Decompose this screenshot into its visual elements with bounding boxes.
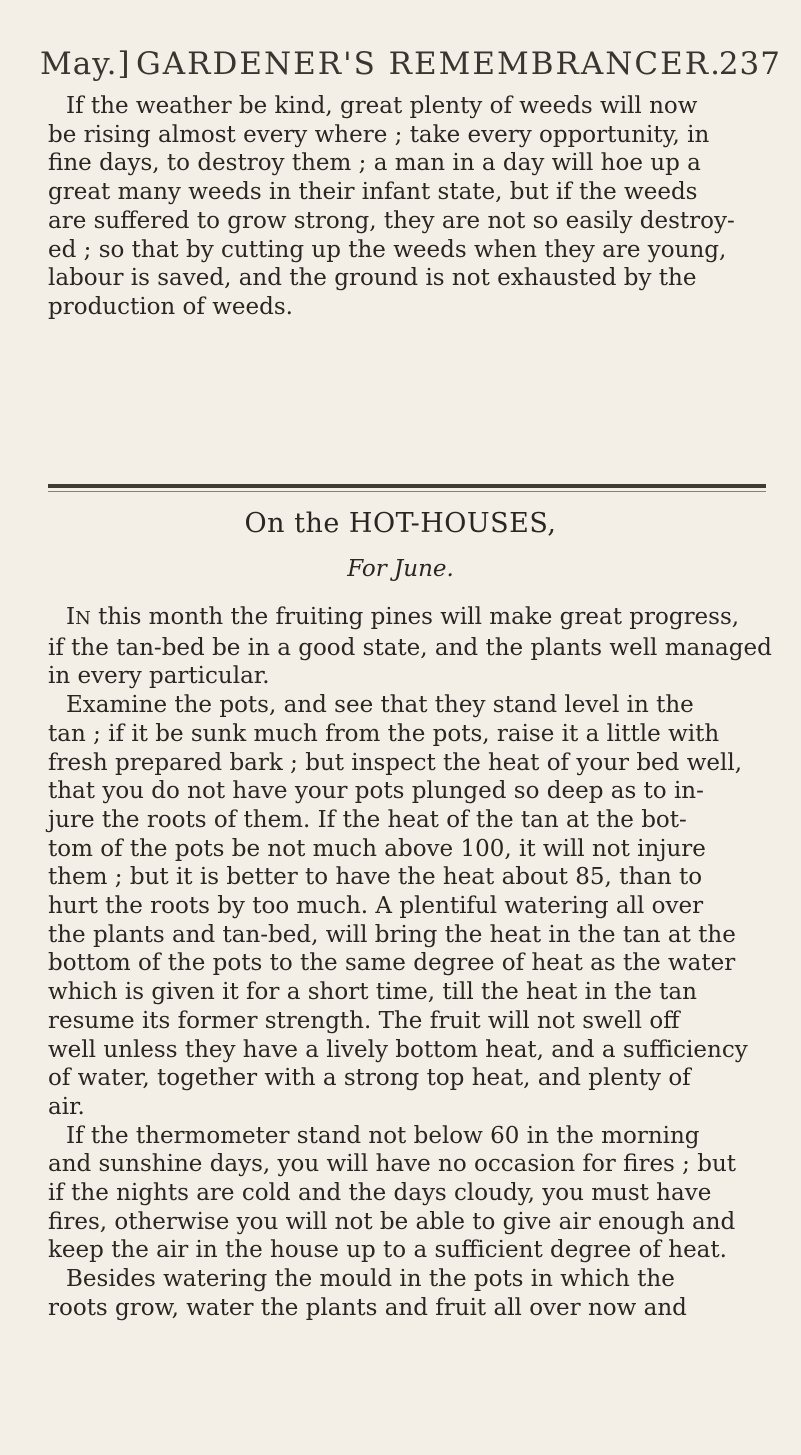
text-line: which is given it for a short time, till the heat in the tan xyxy=(48,979,697,1006)
section-subheading: For June. xyxy=(347,556,454,582)
hothouse-body xyxy=(48,603,772,1323)
text-line: production of weeds. xyxy=(48,293,293,320)
text-line: bottom of the pots to the same degree of heat as the water xyxy=(48,950,736,977)
text-line: well unless they have a lively bottom heat, and a sufficiency xyxy=(48,1036,748,1063)
text-line: in every particular. xyxy=(48,663,270,690)
text-line: them ; but it is better to have the heat about 85, than to xyxy=(48,864,703,891)
text-line xyxy=(48,603,758,634)
text-line: jure the roots of them. If the heat of the tan at the bot- xyxy=(48,806,687,833)
text-line: fires, otherwise you will not be able to give air enough and xyxy=(48,1208,736,1235)
text-line: and sunshine days, you will have no occasion for fires ; but xyxy=(48,1151,737,1178)
text-line: hurt the roots by too much. A plentiful watering all over xyxy=(48,893,704,920)
text-line: tom of the pots be not much above 100, it will not injure xyxy=(48,835,706,862)
text-line: of water, together with a strong top heat, and plenty of xyxy=(48,1065,691,1092)
running-header xyxy=(40,46,781,82)
text-line: If the thermometer stand not below 60 in the morning xyxy=(66,1122,700,1149)
section-heading: On the HOT-HOUSES, xyxy=(244,508,557,539)
text-line: fresh prepared bark ; but inspect the heat of your bed well, xyxy=(48,749,743,776)
text-line: great many weeds in their infant state, but if the weeds xyxy=(48,179,698,206)
drop-initial: I xyxy=(66,604,76,630)
first-line-text: this month the fruiting pines will make great progress, xyxy=(90,604,740,630)
text-line: Examine the pots, and see that they stand level in the xyxy=(66,692,694,719)
intro-paragraph xyxy=(48,92,758,322)
text-line: tan ; if it be sunk much from the pots, raise it a little with xyxy=(48,720,720,747)
text-line: Besides watering the mould in the pots in which the xyxy=(66,1266,675,1293)
text-line: keep the air in the house up to a sufficient degree of heat. xyxy=(48,1237,727,1264)
text-line: if the tan-bed be in a good state, and the plants well managed xyxy=(48,634,772,661)
text-line: fine days, to destroy them ; a man in a day will hoe up a xyxy=(48,150,701,177)
text-line: resume its former strength. The fruit will not swell off xyxy=(48,1007,680,1034)
text-line: that you do not have your pots plunged so deep as to in- xyxy=(48,778,704,805)
text-line: labour is saved, and the ground is not exhausted by the xyxy=(48,265,697,292)
header-title: GARDENER'S REMEMBRANCER. xyxy=(136,46,722,82)
text-line: air. xyxy=(48,1093,85,1120)
header-month: May.] xyxy=(40,46,131,82)
text-line: be rising almost every where ; take every opportunity, in xyxy=(48,121,710,148)
page-number: 237 xyxy=(718,46,781,82)
section-divider-thin xyxy=(48,491,766,492)
text-line: roots grow, water the plants and fruit all over now and xyxy=(48,1294,687,1321)
text-line: if the nights are cold and the days cloudy, you must have xyxy=(48,1180,712,1207)
text-line: the plants and tan-bed, will bring the heat in the tan at the xyxy=(48,921,736,948)
text-line: ed ; so that by cutting up the weeds when they are young, xyxy=(48,236,727,263)
text-line: are suffered to grow strong, they are not so easily destroy- xyxy=(48,207,735,234)
section-divider xyxy=(48,484,766,488)
small-caps-word: N xyxy=(75,608,91,629)
text-line: If the weather be kind, great plenty of weeds will now xyxy=(66,93,698,119)
